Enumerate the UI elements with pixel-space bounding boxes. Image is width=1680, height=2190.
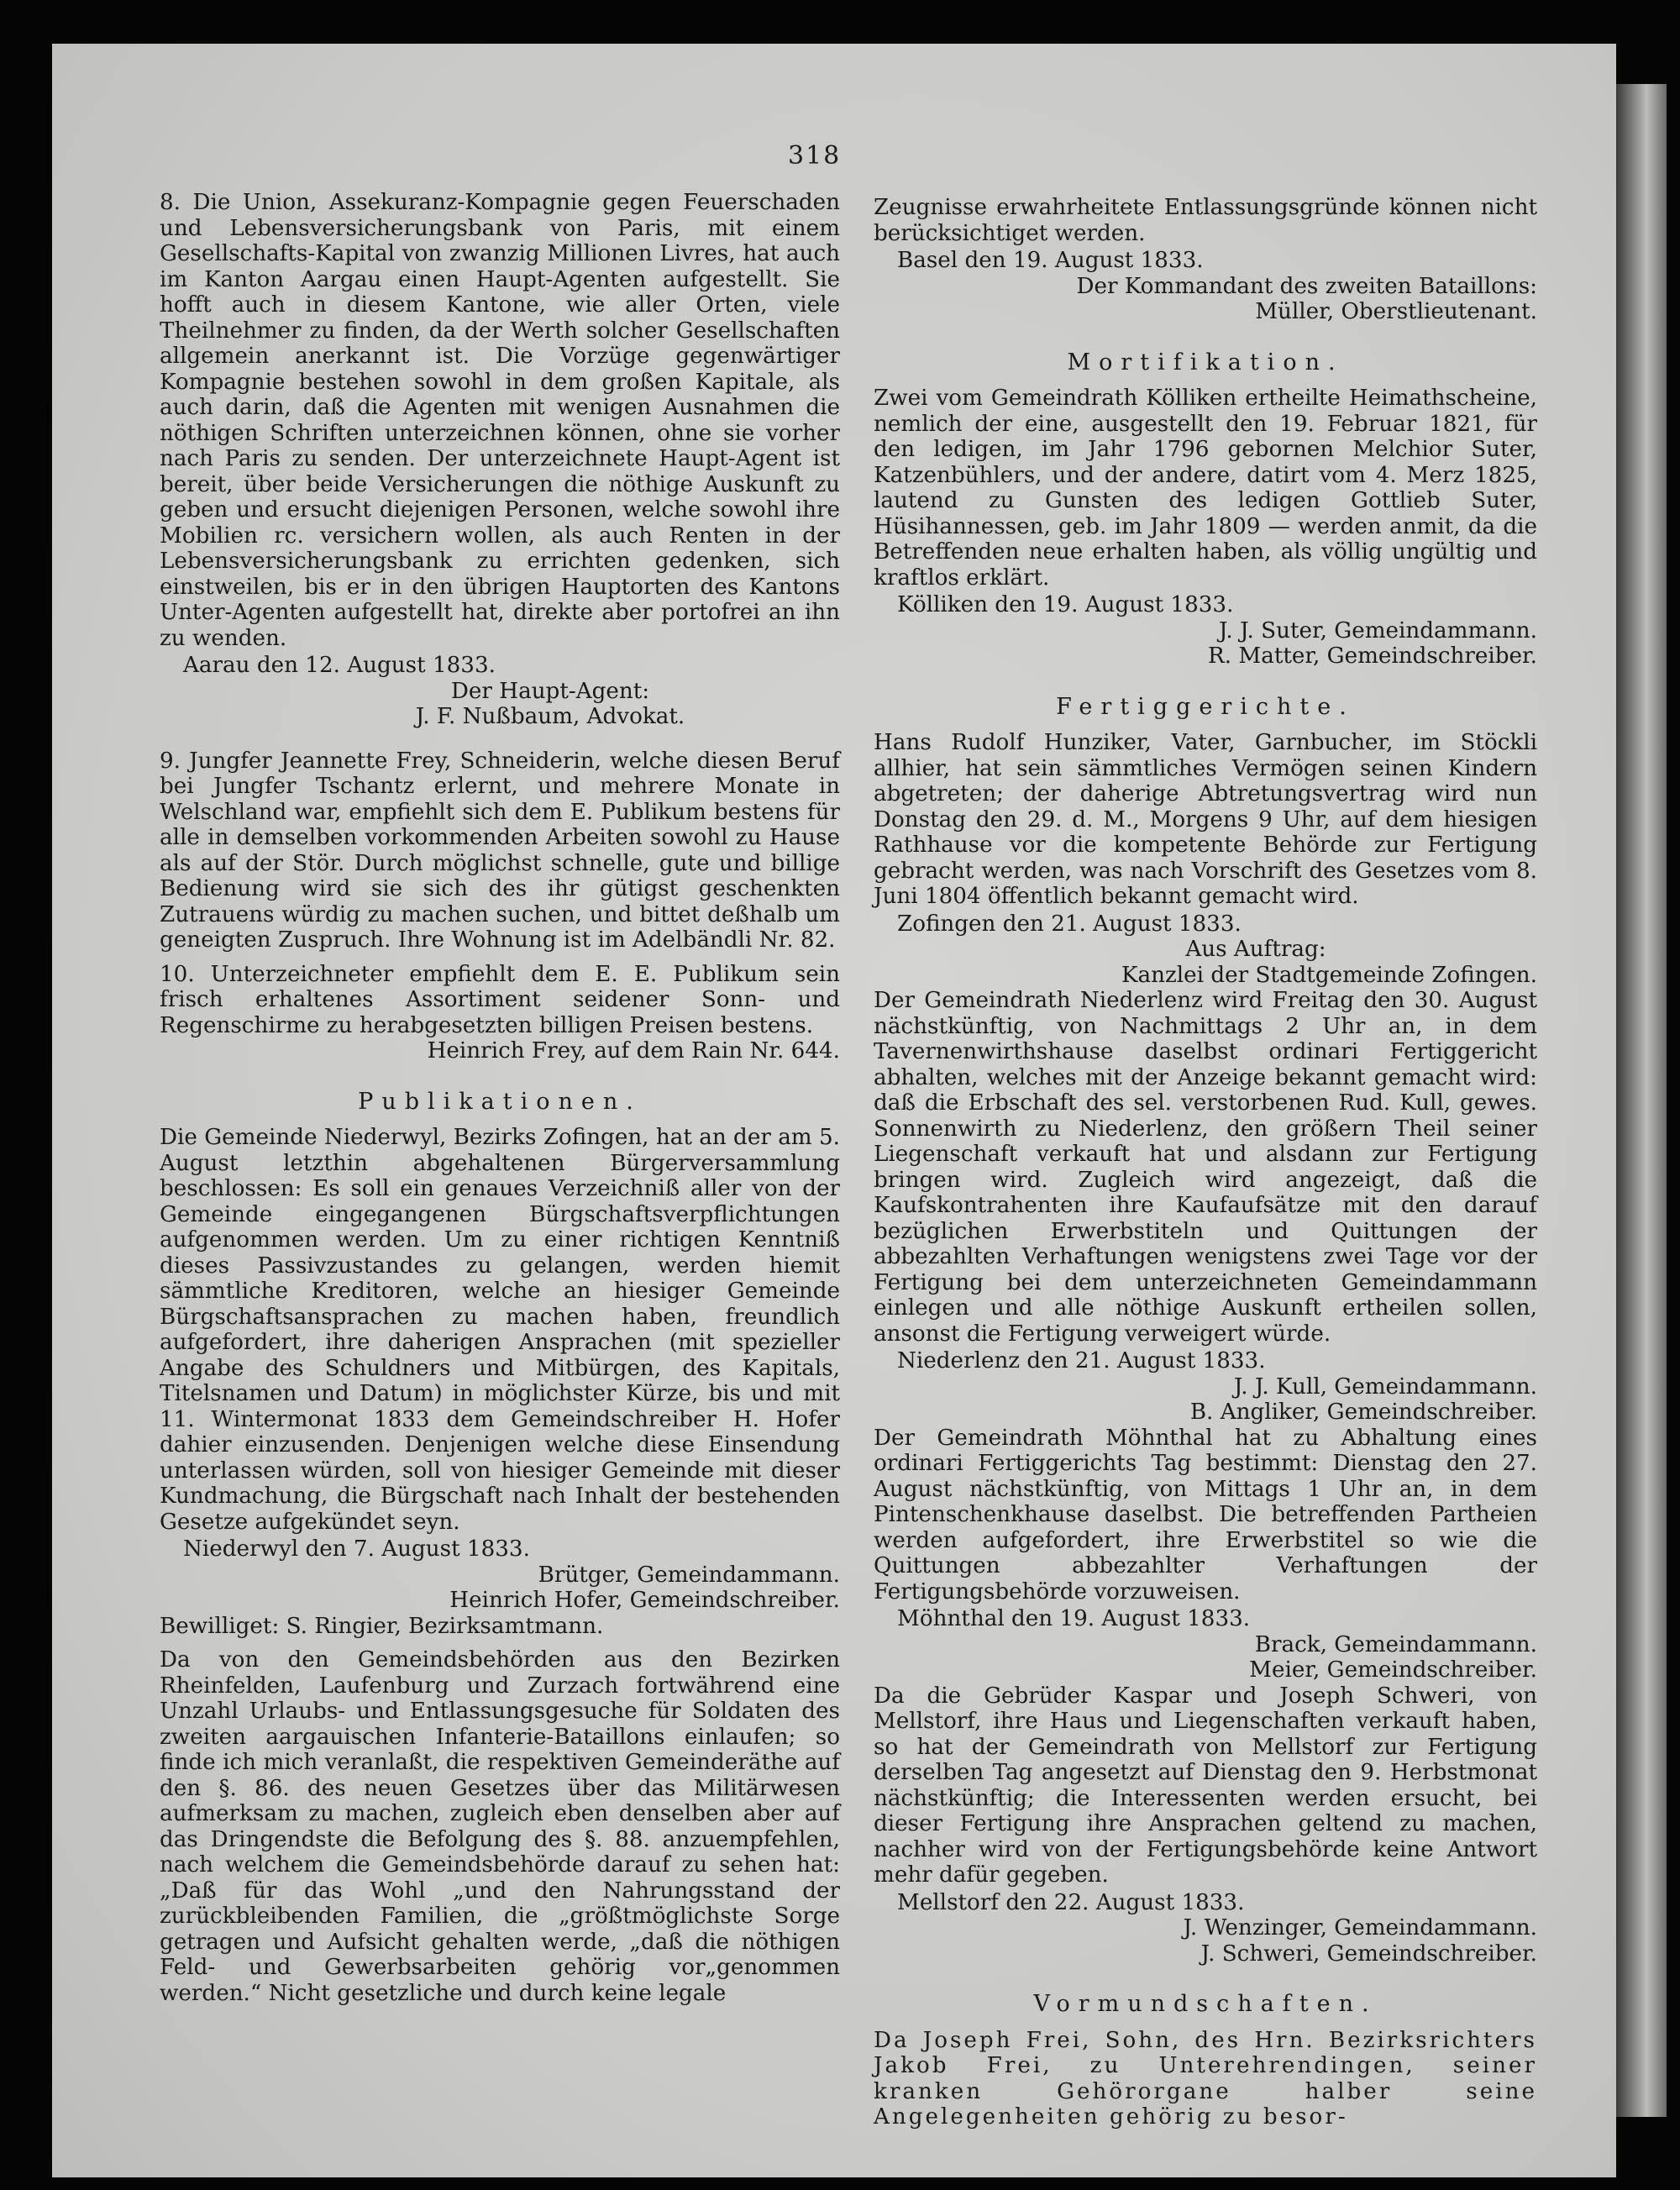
zofingen-date: Zofingen den 21. August 1833.: [897, 911, 1242, 937]
niederlenz-signature-2: B. Angliker, Gemeindschreiber.: [1189, 1400, 1537, 1425]
mellstorf-signature-1: J. Wenzinger, Gemeindammann.: [1183, 1915, 1537, 1941]
niederlenz-notice: Der Gemeindrath Niederlenz wird Freitag den 30. August nächstkünftig, von Nachmittags 2 Uhr an, in dem Tavernenwirthshause daselbst ordinari Fertiggericht abhalten, welches mit der Anzeige bekannt gemacht wird: daß die Erbschaft des sel. verstorbenen Rud. Kull, gewes. Sonnenwirth zu Niederlenz, den größern Theil seiner Liegenschaft verkauft hat und alsdann zur Fertigung bringen wird. Zugleich wird angezeigt, daß die Kaufskontrahenten ihre Kaufaufsätze mit den darauf bezüglichen Erwerbstiteln und Quittungen der abbezahlten Verhaftungen wenigstens zwei Tage vor der Fertigung bei dem unterzeichneten Gemeindammann einlegen und alle nöthige Auskunft ertheilen sollen, ansonst die Fertigung verweigert würde.: [874, 988, 1537, 1347]
schirme-signature: Heinrich Frey, auf dem Rain Nr. 644.: [427, 1038, 840, 1063]
koelliken-date: Kölliken den 19. August 1833.: [897, 592, 1234, 617]
vormundschaften-heading: Vormundschaften.: [1033, 1991, 1378, 2017]
niederwyl-date: Niederwyl den 7. August 1833.: [183, 1536, 530, 1562]
union-date: Aarau den 12. August 1833.: [183, 653, 496, 678]
union-notice: 8. Die Union, Assekuranz-Kompagnie gegen Feuerschaden und Lebensversicherungsbank von Paris, mit einem Gesellschafts-Kapital von zwanzig Millionen Livres, hat auch im Kanton Aargau einen Haupt-Agenten aufgestellt. Sie hofft auch in diesem Kantone, wie aller Orten, viele Theilnehmer zu finden, da der Werth solcher Gesellschaften allgemein anerkannt ist. Die Vorzüge gegenwärtiger Kompagnie bestehen sowohl in dem großen Kapitale, als auch darin, daß die Agenten mit wenigen Ausnahmen die nöthigen Schriften unterzeichnen können, ohne sie vorher nach Paris zu senden. Der unterzeichnete Haupt-Agent ist bereit, über beide Versicherungen die nöthige Auskunft zu geben und ersucht diejenigen Personen, welche sowohl ihre Mobilien rc. versichern wollen, als auch Renten in der Lebensversicherungsbank zu errichten gedenken, sich einstweilen, bis er in den übrigen Hauptorten des Kantons Unter-Agenten aufgestellt hat, direkte aber portofrei an ihn zu wenden.: [160, 190, 840, 651]
mellstorf-signature-2: J. Schweri, Gemeindschreiber.: [1200, 1941, 1537, 1967]
left-column: [160, 190, 840, 2006]
koelliken-signature-1: J. J. Suter, Gemeindammann.: [1218, 617, 1537, 643]
moehnthal-signature-1: Brack, Gemeindammann.: [1254, 1631, 1537, 1657]
schirme-notice: 10. Unterzeichneter empfiehlt dem E. E. Publikum sein frisch erhaltenes Assortiment seidener Sonn- und Regenschirme zu herabgesetzten billigen Preisen bestens.: [160, 961, 840, 1038]
fertiggerichte-heading: Fertiggerichte.: [1056, 693, 1355, 720]
niederwyl-signature-2: Heinrich Hofer, Gemeindschreiber.: [449, 1588, 840, 1613]
niederwyl-approval: Bewilliget: S. Ringier, Bezirksamtmann.: [160, 1613, 604, 1639]
hunziker-notice: Hans Rudolf Hunziker, Vater, Garnbucher, im Stöckli allhier, hat sein sämmtliches Vermögen seinen Kindern abgetreten; der daherige Abtretungsvertrag wird nun Donstag den 29. d. M., Morgens 9 Uhr, auf dem hiesigen Rathhause vor die kompetente Behörde zur Fertigung gebracht werden, was nach Vorschrift des Gesetzes vom 8. Juni 1804 öffentlich bekannt gemacht wird.: [874, 730, 1537, 909]
basel-signature-2: Müller, Oberstlieutenant.: [1255, 299, 1537, 324]
moehnthal-notice: Der Gemeindrath Möhnthal hat zu Abhaltung eines ordinari Fertiggerichts Tag bestimmt: Dienstag den 27. August nächstkünftig, von Mittags 1 Uhr an, in dem Pintenschenkhause daselbst. Die betreffenden Partheien werden aufgefordert, ihre Erwerbstitel so wie die Quittungen abbezahlter Verhaftungen der Fertigungsbehörde vorzuweisen.: [874, 1425, 1537, 1604]
militaer-notice: Da von den Gemeindsbehörden aus den Bezirken Rheinfelden, Laufenburg und Zurzach fortwährend eine Unzahl Urlaubs- und Entlassungsgesuche für Soldaten des zweiten aargauischen Infanterie-Bataillons einlaufen; so finde ich mich veranlaßt, die respektiven Gemeinderäthe auf den §. 86. des neuen Gesetzes über das Militärwesen aufmerksam zu machen, zugleich eben denselben aber auf das Dringendste die Befolgung des §. 88. anzuempfehlen, nach welchem die Gemeindsbehörde darauf zu sehen hat: „Daß für das Wohl „und den Nahrungsstand der zurückbleibenden Familien, die „größtmöglichste Sorge getragen und Aufsicht gehalten werde, „daß die nöthigen Feld- und Gewerbsarbeiten gehörig vor„genommen werden.“ Nicht gesetzliche und durch keine legale: [160, 1647, 840, 2006]
niederlenz-date: Niederlenz den 21. August 1833.: [897, 1348, 1266, 1373]
page-edge: [1616, 84, 1667, 2117]
zofingen-signature-2: Kanzlei der Stadtgemeinde Zofingen.: [1121, 962, 1537, 988]
frei-notice: Da Joseph Frei, Sohn, des Hrn. Bezirksrichters Jakob Frei, zu Unterehrendingen, seiner kranken Gehörorgane halber seine Angelegenheiten gehörig zu besor-: [874, 2027, 1537, 2130]
mellstorf-date: Mellstorf den 22. August 1833.: [897, 1889, 1245, 1915]
koelliken-notice: Zwei vom Gemeindrath Kölliken ertheilte Heimathscheine, nemlich der eine, ausgestellt den 19. Februar 1821, für den ledigen, im Jahr 1796 gebornen Melchior Suter, Katzenbühlers, und der andere, datirt vom 4. Merz 1825, lautend zu Gunsten des ledigen Gottlieb Suter, Hüsihannessen, geb. im Jahr 1809 — werden anmit, da die Betreffenden neue erhalten haben, als völlig ungültig und kraftlos erklärt.: [874, 386, 1537, 591]
niederwyl-signature-1: Brütger, Gemeindammann.: [538, 1562, 840, 1588]
union-signature-name: J. F. Nußbaum, Advokat.: [415, 704, 685, 729]
niederlenz-signature-1: J. J. Kull, Gemeindammann.: [1233, 1373, 1537, 1400]
moehnthal-signature-2: Meier, Gemeindschreiber.: [1249, 1657, 1537, 1683]
page-number: 318: [788, 141, 842, 171]
zofingen-signature-1: Aus Auftrag:: [1185, 937, 1326, 962]
niederwyl-notice: Die Gemeinde Niederwyl, Bezirks Zofingen, hat an der am 5. August letzthin abgehaltenen Bürgerversammlung beschlossen: Es soll ein genaues Verzeichniß aller von der Gemeinde eingegangenen Bürgschaftsverpflichtungen aufgenommen werden. Um zu einer richtigen Kenntniß dieses Passivzustandes zu gelangen, werden hiemit sämmtliche Kreditoren, welche an hiesiger Gemeinde Bürgschaftsansprachen zu machen haben, freundlich aufgefordert, ihre daherigen Ansprachen (mit spezieller Angabe des Schuldners und Mitbürgen, des Kapitals, Titelsnamen und Datum) in möglichster Kürze, bis und mit 11. Wintermonat 1833 dem Gemeindschreiber H. Hofer dahier einzusenden. Denjenigen welche diese Einsendung unterlassen würden, soll von hiesiger Gemeinde mit dieser Kundmachung, die Bürgschaft nach Inhalt der bestehenden Gesetze aufgekündet seyn.: [160, 1125, 840, 1535]
basel-signature-1: Der Kommandant des zweiten Bataillons:: [1076, 273, 1537, 299]
right-column: [874, 195, 1537, 2130]
militaer-continuation: Zeugnisse erwahrheitete Entlassungsgründe können nicht berücksichtiget werden.: [874, 195, 1537, 246]
mellstorf-notice: Da die Gebrüder Kaspar und Joseph Schweri, von Mellstorf, ihre Haus und Liegenschaften verkauft haben, so hat der Gemeindrath von Mellstorf zur Fertigung derselben Tag angesetzt auf Dienstag den 9. Herbstmonat nächstkünftig; die Interessenten werden ersucht, bei dieser Fertigung ihre Ansprachen geltend zu machen, nachher wird von der Fertigungsbehörde keine Antwort mehr dafür gegeben.: [874, 1683, 1537, 1888]
mortifikation-heading: Mortifikation.: [1067, 349, 1344, 376]
moehnthal-date: Möhnthal den 19. August 1833.: [897, 1606, 1251, 1631]
basel-date: Basel den 19. August 1833.: [897, 248, 1204, 273]
union-signature-title: Der Haupt-Agent:: [450, 678, 650, 704]
frey-notice: 9. Jungfer Jeannette Frey, Schneiderin, welche diesen Beruf bei Jungfer Tschantz erlernt, und mehrere Monate in Welschland war, empfiehlt sich dem E. Publikum bestens für alle in demselben vorkommenden Arbeiten sowohl zu Hause als auf der Stör. Durch möglichst schnelle, gute und billige Bedienung wird sie sich des ihr gütigst geschenkten Zutrauens würdig zu machen suchen, und bittet deßhalb um geneigten Zuspruch. Ihre Wohnung ist im Adelbändli Nr. 82.: [160, 748, 840, 953]
publikationen-heading: Publikationen.: [358, 1088, 642, 1115]
koelliken-signature-2: R. Matter, Gemeindschreiber.: [1208, 643, 1537, 669]
